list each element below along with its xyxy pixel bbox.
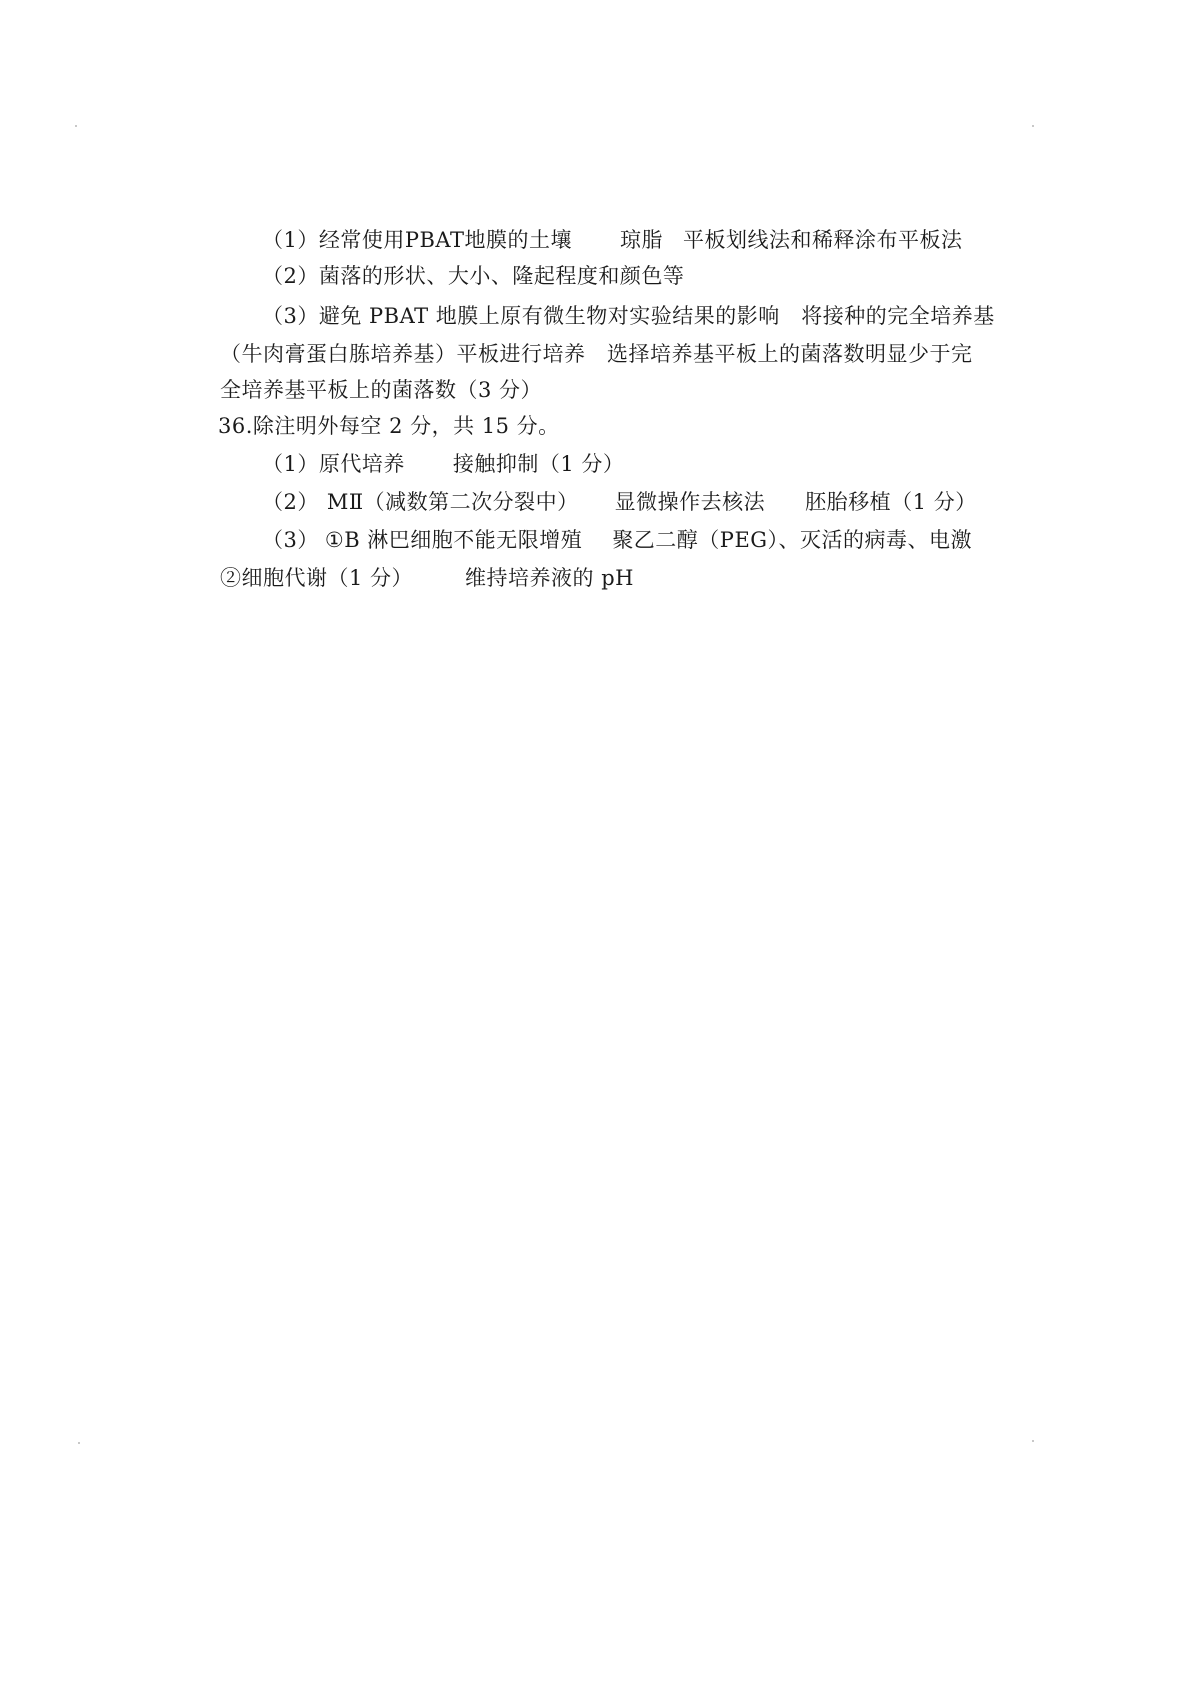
question-header: 36.除注明外每空 2 分，共 15 分。 bbox=[218, 414, 560, 438]
item-number: （3） bbox=[262, 528, 319, 552]
answer-text: ②细胞代谢（1 分） bbox=[220, 566, 414, 590]
q35-item3-line1 bbox=[262, 302, 995, 330]
q36-header bbox=[218, 412, 560, 440]
q36-item2 bbox=[262, 488, 977, 516]
item-number: （1） bbox=[262, 452, 319, 476]
scan-speck bbox=[78, 1442, 80, 1444]
answer-text: 显微操作去核法 bbox=[614, 490, 766, 514]
scan-speck bbox=[75, 125, 77, 127]
answer-text: 菌落的形状、大小、隆起程度和颜色等 bbox=[318, 264, 685, 288]
answer-text: ①B 淋巴细胞不能无限增殖 bbox=[324, 528, 583, 552]
answer-text: 接触抑制（1 分） bbox=[452, 452, 625, 476]
answer-text: 维持培养液的 pH bbox=[465, 566, 634, 590]
answer-text: 胚胎移植（1 分） bbox=[805, 490, 977, 514]
answer-text: 经常使用PBAT地膜的土壤 bbox=[318, 228, 572, 252]
answer-text: 全培养基平板上的菌落数（3 分） bbox=[220, 378, 543, 402]
item-number: （2） bbox=[262, 264, 319, 288]
answer-text: 聚乙二醇（PEG）、灭活的病毒、电激 bbox=[612, 528, 973, 552]
q35-item1 bbox=[262, 226, 962, 254]
q36-item3-line1 bbox=[262, 526, 972, 554]
q35-item3-line3 bbox=[220, 376, 542, 404]
scan-speck bbox=[1032, 1440, 1034, 1442]
answer-text: MⅡ（减数第二次分裂中） bbox=[326, 490, 579, 514]
scan-speck bbox=[1032, 125, 1034, 127]
answer-text: 琼脂 bbox=[619, 228, 663, 252]
item-number: （1） bbox=[262, 228, 319, 252]
q35-item2 bbox=[262, 262, 684, 290]
item-number: （2） bbox=[262, 490, 319, 514]
q36-item1 bbox=[262, 450, 624, 478]
q35-item3-line2 bbox=[220, 340, 973, 368]
answer-text: 原代培养 bbox=[318, 452, 405, 476]
answer-text: （牛肉膏蛋白胨培养基）平板进行培养 选择培养基平板上的菌落数明显少于完 bbox=[220, 342, 973, 366]
answer-text: 平板划线法和稀释涂布平板法 bbox=[682, 228, 963, 252]
q36-item3-line2 bbox=[220, 564, 634, 592]
answer-text: （3）避免 PBAT 地膜上原有微生物对实验结果的影响 将接种的完全培养基 bbox=[262, 304, 995, 328]
